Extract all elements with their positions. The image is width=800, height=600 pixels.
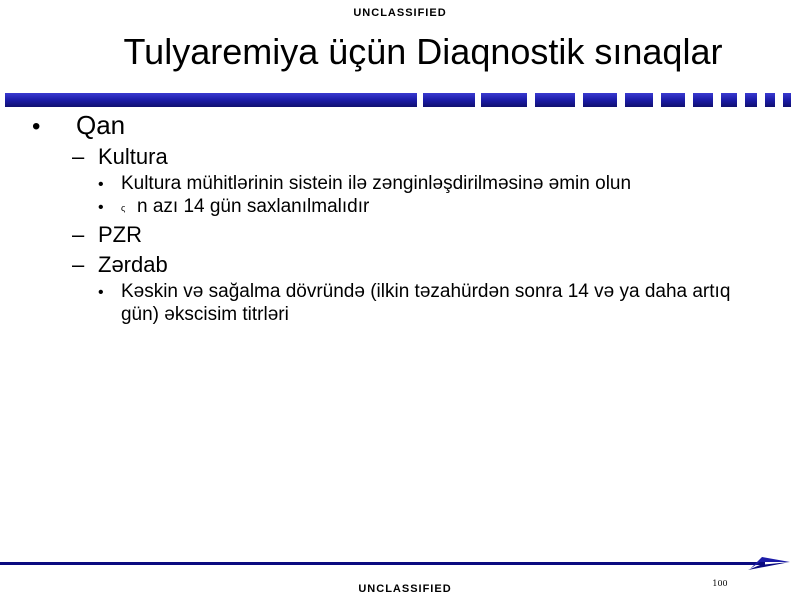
missing-glyph: ς — [120, 203, 126, 213]
bullet-text: Kultura — [98, 144, 168, 169]
bullet-marker: • — [98, 199, 104, 216]
bullet-marker: • — [98, 176, 104, 193]
bullet-text: Kəskin və sağalma dövründə (ilkin təzahürdən sonra 14 və ya daha artıq gün) əkscisim titrləri — [120, 281, 731, 325]
bullet-text: Zərdab — [98, 252, 168, 277]
classification-banner-bottom: UNCLASSIFIED — [358, 583, 452, 595]
classification-banner-top: UNCLASSIFIED — [353, 7, 447, 19]
slide-body — [30, 108, 770, 326]
page-number: 100 — [712, 579, 728, 588]
bullet-item — [72, 220, 770, 250]
bullet-marker: • — [32, 113, 41, 140]
footer-rule-arrow — [0, 553, 800, 573]
bullet-text-row — [121, 195, 770, 220]
bullet-item — [30, 108, 770, 142]
bullet-item — [72, 142, 770, 172]
dash-marker: – — [72, 222, 85, 247]
bullet-item — [98, 280, 770, 326]
dash-marker: – — [72, 144, 85, 169]
bullet-marker: • — [98, 284, 104, 301]
bullet-item — [72, 250, 770, 280]
bullet-text: PZR — [98, 222, 142, 247]
bullet-text: Qan — [76, 110, 126, 140]
title-underline-bar — [5, 93, 795, 107]
bullet-item — [98, 172, 770, 195]
dash-marker: – — [72, 252, 85, 277]
slide-title: Tulyaremiya üçün Diaqnostik sınaqlar — [123, 31, 723, 72]
bullet-item — [98, 195, 770, 220]
bullet-text: n azı 14 gün saxlanılmalıdır — [136, 196, 370, 217]
bullet-text: Kultura mühitlərinin sistein ilə zənginləşdirilməsinə əmin olun — [120, 173, 632, 194]
